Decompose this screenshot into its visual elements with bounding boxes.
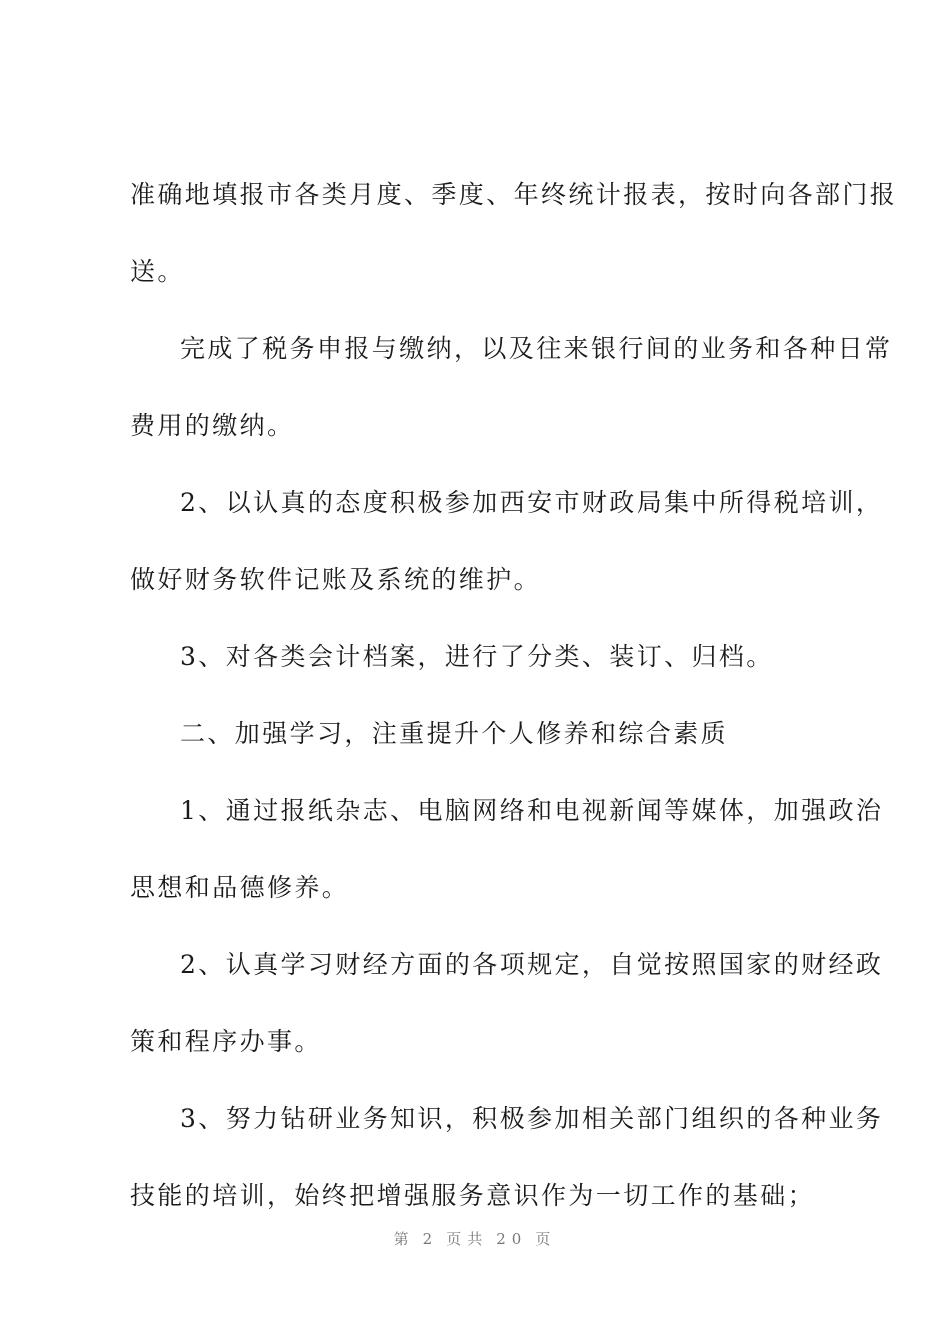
text-line: 准确地填报市各类月度、季度、年终统计报表，按时向各部门报 <box>130 180 898 209</box>
text-line: 技能的培训，始终把增强服务意识作为一切工作的基础； <box>130 1181 816 1210</box>
text-line: 费用的缴纳。 <box>130 411 295 440</box>
footer-page-number: 2 <box>422 1230 439 1248</box>
text-line: 思想和品德修养。 <box>130 873 350 902</box>
footer-suffix: 页 <box>535 1230 557 1248</box>
page-footer <box>0 1228 950 1249</box>
footer-middle: 页共 <box>446 1230 489 1248</box>
text-line: 完成了税务申报与缴纳，以及往来银行间的业务和各种日常 <box>180 334 893 363</box>
section-heading: 二、加强学习，注重提升个人修养和综合素质 <box>180 719 729 748</box>
text-line: 策和程序办事。 <box>130 1027 322 1056</box>
text-line: 2、认真学习财经方面的各项规定，自觉按照国家的财经政 <box>180 950 884 979</box>
text-line: 做好财务软件记账及系统的维护。 <box>130 565 542 594</box>
text-line: 3、对各类会计档案，进行了分类、装订、归档。 <box>180 642 774 671</box>
footer-total-pages: 20 <box>496 1230 528 1248</box>
text-line: 1、通过报纸杂志、电脑网络和电视新闻等媒体，加强政治 <box>180 796 884 825</box>
text-line: 送。 <box>130 257 185 286</box>
footer-prefix: 第 <box>393 1230 415 1248</box>
text-line: 3、努力钻研业务知识，积极参加相关部门组织的各种业务 <box>180 1104 884 1133</box>
text-line: 2、以认真的态度积极参加西安市财政局集中所得税培训， <box>180 488 884 517</box>
